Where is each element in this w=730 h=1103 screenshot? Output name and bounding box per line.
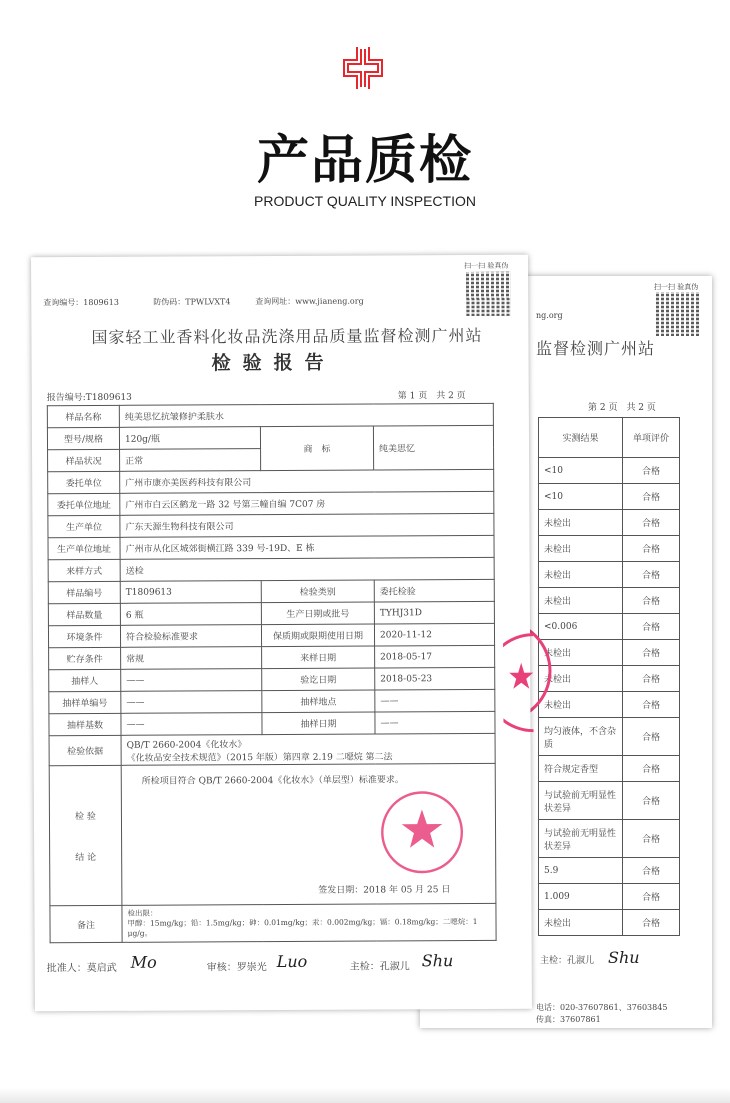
measured-result: 5.9 [539, 858, 623, 884]
sample-quantity: 6 瓶 [120, 603, 261, 626]
medical-cross-icon [340, 45, 386, 91]
field-label: 样品名称 [47, 405, 119, 427]
anti-fake-code: 防伪码：TPWLVXT4 [153, 297, 231, 307]
field-label [49, 765, 122, 905]
field-label: 样品数量 [48, 603, 120, 625]
page-info: 第 1 页 共 2 页 [397, 391, 466, 402]
inspector-signature: Shu [608, 948, 640, 967]
field-label: 生产单位地址 [48, 537, 120, 559]
table-row [539, 910, 680, 936]
field-label: 抽样日期 [262, 712, 375, 735]
field-label: 委托单位地址 [48, 493, 120, 515]
item-evaluation: 合格 [623, 588, 680, 614]
storage: 常规 [121, 647, 262, 670]
item-evaluation: 合格 [623, 562, 680, 588]
measured-result: 1.009 [539, 884, 623, 910]
client-address: 广州市白云区鹤龙一路 32 号第三幢自编 7C07 房 [120, 491, 494, 515]
approver-signature: Mo [130, 952, 157, 972]
remarks [122, 903, 496, 942]
org-name: 国家轻工业香料化妆品洗涤用品质量监督检测广州站 [91, 325, 483, 347]
model-spec: 120g/瓶 [119, 427, 260, 450]
measured-result: 未检出 [539, 510, 623, 536]
conclusion-label: 检 验 [74, 811, 96, 822]
item-evaluation: 合格 [623, 484, 680, 510]
org-name-fragment: 监督检测广州站 [536, 339, 656, 358]
item-evaluation: 合格 [623, 458, 680, 484]
page-title: 产品质检 [256, 131, 473, 191]
field-label: 样品状况 [48, 449, 120, 471]
item-evaluation: 合格 [623, 910, 680, 936]
field-label: 生产单位 [48, 515, 120, 537]
measured-result: 与试验前无明显性状差异 [539, 820, 623, 858]
inspection-type: 委托检验 [374, 579, 494, 602]
qr-label: 扫一扫 验真伪 [464, 261, 509, 271]
qr-code-icon[interactable] [466, 272, 510, 316]
qr-label: 扫一扫 验真伪 [654, 283, 699, 291]
field-label: 保质期或限期使用日期 [261, 624, 374, 647]
table-row [539, 484, 680, 510]
issue-date: 签发日期：2018 年 05 月 25 日 [318, 885, 451, 896]
item-evaluation: 合格 [623, 666, 680, 692]
inspection-basis [121, 733, 495, 765]
conclusion-label: 结 论 [75, 852, 97, 863]
table-row [539, 588, 680, 614]
measured-result: 未检出 [539, 910, 623, 936]
table-row [539, 510, 680, 536]
report-title: 检验报告 [211, 351, 336, 375]
report-number: 报告编号:T1809613 [46, 392, 132, 404]
table-row [539, 858, 680, 884]
measured-result: 均匀液体，不含杂质 [539, 718, 623, 756]
environment: 符合检验标准要求 [120, 625, 261, 648]
field-label: 抽样单编号 [49, 691, 121, 713]
inspector-signature: Shu [421, 951, 454, 971]
field-label: 型号/规格 [47, 427, 119, 449]
measured-result: <0.006 [539, 614, 623, 640]
field-label: 验讫日期 [262, 668, 375, 691]
expiry-date: 2020-11-12 [374, 623, 494, 646]
field-label: 检验依据 [49, 735, 121, 765]
reviewer-label: 审核：罗崇光 [206, 962, 267, 974]
col-header: 单项评价 [623, 418, 680, 458]
sampling-method: 送检 [120, 557, 494, 581]
item-evaluation: 合格 [623, 858, 680, 884]
url-fragment: ng.org [536, 311, 563, 320]
measured-result: 未检出 [539, 562, 623, 588]
measured-result: 未检出 [539, 640, 623, 666]
measured-result: <10 [539, 458, 623, 484]
table-row [539, 536, 680, 562]
item-evaluation: 合格 [623, 884, 680, 910]
sampling-base: —— [121, 713, 262, 736]
query-number: 查询编号：1809613 [43, 297, 119, 308]
sampling-sheet-no: —— [121, 691, 262, 714]
sampling-place: —— [375, 689, 495, 712]
table-row [539, 692, 680, 718]
sampler: —— [121, 669, 262, 692]
item-evaluation: 合格 [623, 640, 680, 666]
field-label: 抽样基数 [49, 713, 121, 735]
table-row [539, 782, 680, 820]
inspection-info-table [47, 403, 497, 943]
col-header: 实测结果 [539, 418, 623, 458]
table-row [539, 562, 680, 588]
bottom-divider [0, 1088, 730, 1103]
manufacturer-address: 广州市从化区城郊街横江路 339 号-19D、E 栋 [120, 535, 494, 559]
remarks-line: 甲醇：15mg/kg；铅：1.5mg/kg；砷：0.01mg/kg；汞：0.002mg/kg；镉：0.18mg/kg；二噁烷：1 μg/g。 [127, 917, 478, 938]
measured-result: 与试验前无明显性状差异 [539, 782, 623, 820]
item-evaluation: 合格 [623, 510, 680, 536]
field-label: 备注 [50, 905, 122, 942]
reviewer-signature: Luo [276, 951, 308, 972]
item-evaluation: 合格 [623, 614, 680, 640]
field-label: 环境条件 [48, 625, 120, 647]
field-label: 生产日期或批号 [261, 602, 374, 625]
table-row [539, 718, 680, 756]
measured-result: 未检出 [539, 692, 623, 718]
field-label: 贮存条件 [49, 647, 121, 669]
measured-result: 未检出 [539, 536, 623, 562]
item-evaluation: 合格 [623, 536, 680, 562]
basis-line: 《化妆品安全技术规范》（2015 年版）第四章 2.19 二噁烷 第二法 [126, 751, 393, 764]
table-row [539, 666, 680, 692]
table-row [539, 820, 680, 858]
table-row [539, 614, 680, 640]
field-label: 来样日期 [262, 646, 375, 669]
approver-label: 批准人：莫启武 [46, 962, 117, 975]
item-evaluation: 合格 [623, 756, 680, 782]
measured-result: <10 [539, 484, 623, 510]
phone: 电话：020-37607861、37603845 [536, 1003, 668, 1012]
table-row [539, 884, 680, 910]
table-row [539, 458, 680, 484]
table-row [539, 640, 680, 666]
field-label: 来样方式 [48, 559, 120, 581]
field-label: 检验类别 [261, 580, 374, 603]
inspector-label: 主检：孔淑儿 [349, 961, 410, 973]
page-info: 第 2 页 共 2 页 [588, 403, 656, 413]
sample-number: T1809613 [120, 581, 261, 604]
field-label: 商 标 [260, 426, 373, 471]
sample-name: 纯美思忆抗皱修护柔肤水 [119, 403, 493, 427]
measured-result: 未检出 [539, 588, 623, 614]
query-url[interactable]: 查询网址：www.jianeng.org [255, 296, 364, 307]
sampling-date: —— [375, 711, 495, 734]
measured-result: 符合规定香型 [539, 756, 623, 782]
field-label: 委托单位 [48, 471, 120, 493]
manufacturer: 广东天源生物科技有限公司 [120, 513, 494, 537]
basis-line: QB/T 2660-2004《化妆水》 [126, 739, 247, 751]
received-date: 2018-05-17 [375, 645, 495, 668]
page-subtitle: PRODUCT QUALITY INSPECTION [254, 193, 476, 209]
table-row [539, 756, 680, 782]
batch-number: TYHJ31D [374, 601, 494, 624]
item-evaluation: 合格 [623, 692, 680, 718]
sample-state: 正常 [120, 449, 261, 472]
completed-date: 2018-05-23 [375, 667, 495, 690]
field-label: 抽样地点 [262, 690, 375, 713]
official-seal-stamp-partial [503, 633, 534, 733]
item-evaluation: 合格 [623, 782, 680, 820]
client: 广州市康亦美医药科技有限公司 [120, 469, 494, 493]
inspector-label: 主检：孔淑儿 [540, 956, 595, 966]
measured-result: 未检出 [539, 666, 623, 692]
report-page-1 [31, 255, 532, 1012]
qr-code-icon[interactable] [656, 292, 700, 336]
fax: 传真：37607861 [536, 1015, 601, 1024]
brand: 纯美思忆 [373, 425, 493, 470]
remarks-line: 检出限： [127, 909, 158, 919]
field-label: 样品编号 [48, 581, 120, 603]
field-label: 抽样人 [49, 669, 121, 691]
conclusion-text: 所检项目符合 QB/T 2660-2004《化妆水》（单层型）标准要求。 [141, 775, 404, 787]
results-table [538, 417, 680, 936]
item-evaluation: 合格 [623, 820, 680, 858]
item-evaluation: 合格 [623, 718, 680, 756]
